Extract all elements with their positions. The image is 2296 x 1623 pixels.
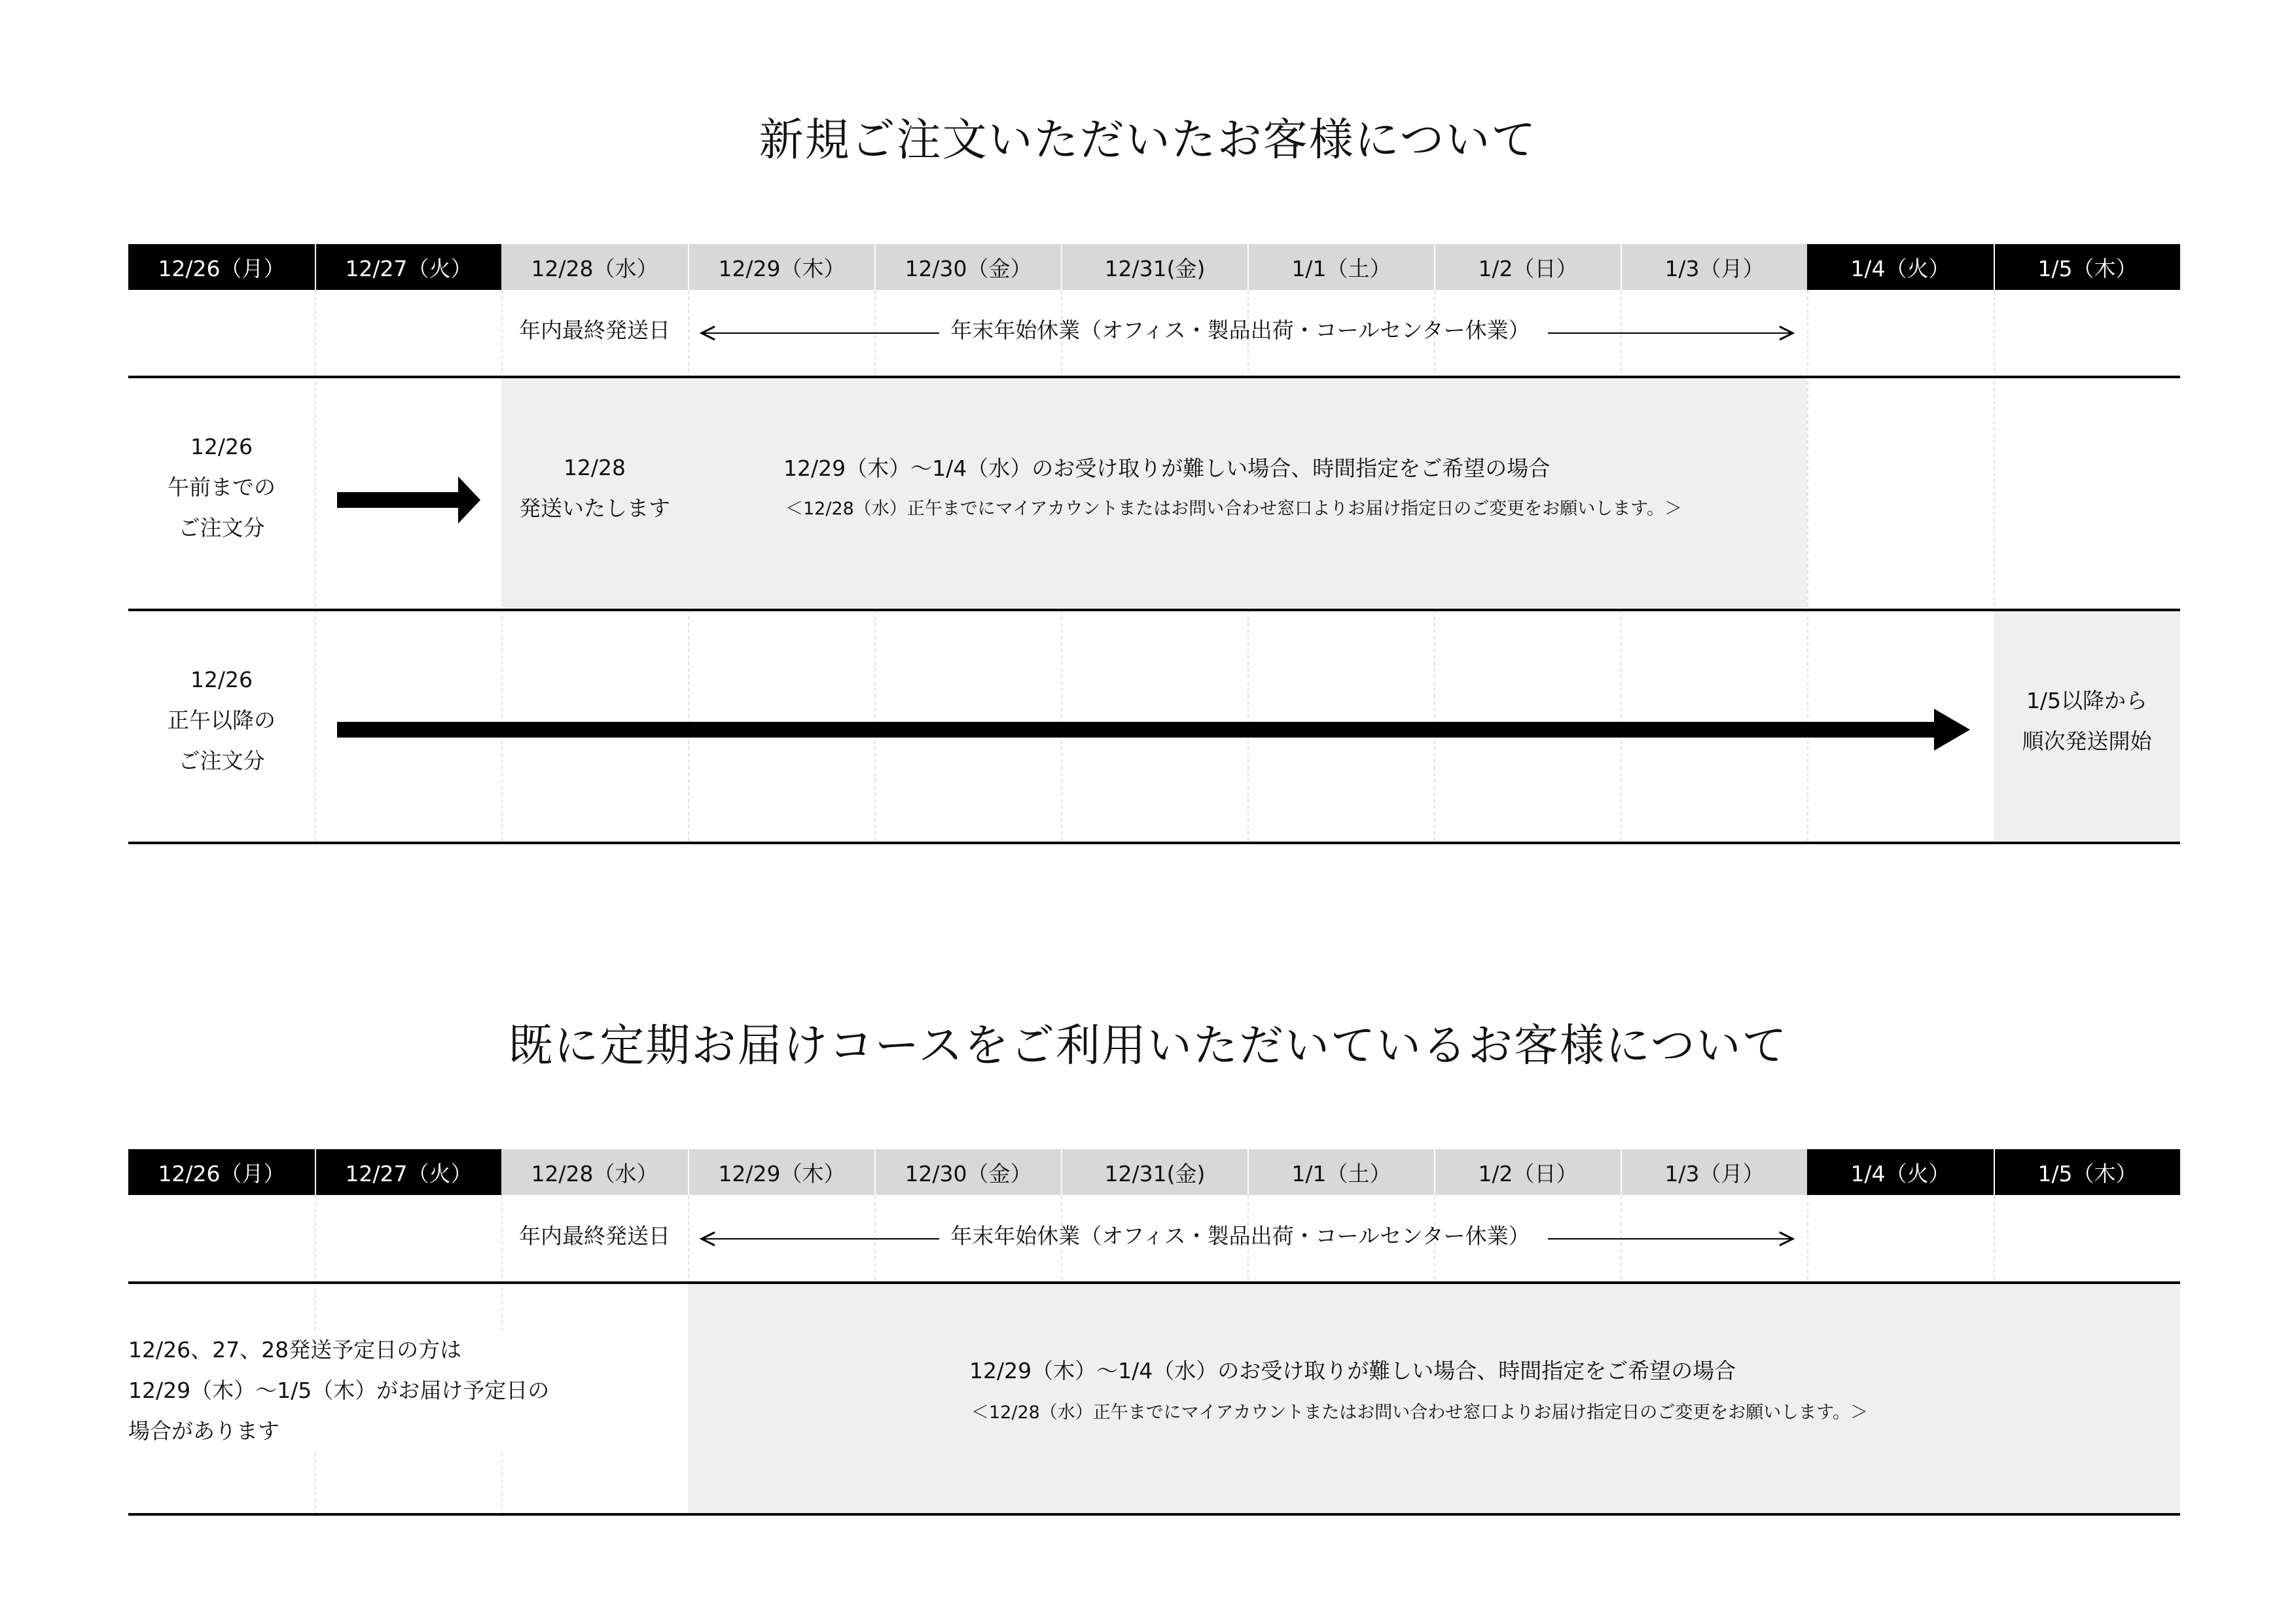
date-cell: 12/28（水） — [501, 1149, 688, 1195]
date-cell: 1/1（土） — [1247, 244, 1434, 290]
thick-arrow-head-icon — [1934, 709, 1970, 751]
date-cell: 12/27（火） — [315, 1149, 501, 1195]
date-cell: 1/1（土） — [1247, 1149, 1434, 1195]
grid-line — [874, 1195, 876, 1280]
thick-arrow-head-icon — [458, 476, 480, 524]
date-cell: 1/2（日） — [1434, 244, 1621, 290]
date-cell: 12/30（金） — [874, 1149, 1061, 1195]
row-divider — [128, 842, 2180, 844]
holiday-arrow-left-line — [704, 332, 939, 334]
thick-arrow-line — [337, 492, 468, 508]
row-label: 12/26 午前までの ご注文分 — [168, 434, 276, 541]
row-label: 12/26 正午以降の ご注文分 — [168, 667, 276, 774]
date-cell: 12/31(金) — [1061, 1149, 1247, 1195]
date-cell: 1/4（火） — [1807, 244, 1994, 290]
row-divider — [128, 376, 2180, 378]
grid-line — [1994, 1195, 1995, 1280]
thick-arrow-line — [337, 722, 1947, 738]
date-cell: 12/27（火） — [315, 244, 501, 290]
grid-line — [1807, 290, 1808, 842]
date-cell: 1/3（月） — [1621, 244, 1807, 290]
ship-text: 12/28 発送いたします — [519, 455, 670, 521]
grid-line — [1621, 1195, 1622, 1280]
date-cell: 12/26（月） — [128, 244, 315, 290]
section2-title: 既に定期お届けコースをご利用いただいているお客様について — [508, 1020, 1788, 1072]
last-ship-label: 年内最終発送日 — [519, 317, 670, 343]
holiday-label: 年末年始休業（オフィス・製品出荷・コールセンター休業） — [950, 1223, 1530, 1249]
date-cell: 1/5（木） — [1994, 244, 2180, 290]
holiday-arrow-right-line — [1548, 1238, 1790, 1240]
grid-line — [315, 290, 316, 842]
note-text: 12/29（木）〜1/4（水）のお受け取りが難しい場合、時間指定をご希望の場合 — [969, 1358, 1736, 1383]
restart-text: 1/5以降から 順次発送開始 — [2022, 688, 2152, 754]
date-cell: 12/29（木） — [688, 1149, 874, 1195]
date-cell: 1/3（月） — [1621, 1149, 1807, 1195]
date-cell: 1/5（木） — [1994, 1149, 2180, 1195]
subnote-text: ＜12/28（水）正午までにマイアカウントまたはお問い合わせ窓口よりお届け指定日のご変更をお願いします。＞ — [785, 499, 1683, 519]
arrow-left-icon — [699, 325, 716, 341]
date-cell: 12/28（水） — [501, 244, 688, 290]
row-divider — [128, 609, 2180, 611]
date-cell: 12/30（金） — [874, 244, 1061, 290]
date-header-row — [128, 1149, 2180, 1195]
note-text: 12/29（木）〜1/4（水）のお受け取りが難しい場合、時間指定をご希望の場合 — [783, 455, 1551, 481]
date-cell: 1/4（火） — [1807, 1149, 1994, 1195]
date-cell: 1/2（日） — [1434, 1149, 1621, 1195]
date-cell: 12/29（木） — [688, 244, 874, 290]
holiday-label: 年末年始休業（オフィス・製品出荷・コールセンター休業） — [950, 317, 1530, 343]
holiday-arrow-right-line — [1548, 332, 1790, 334]
holiday-arrow-left-line — [704, 1238, 939, 1240]
arrow-right-icon — [1778, 325, 1795, 341]
arrow-left-icon — [699, 1231, 716, 1247]
subnote-text: ＜12/28（水）正午までにマイアカウントまたはお問い合わせ窓口よりお届け指定日のご変更をお願いします。＞ — [971, 1402, 1869, 1423]
last-ship-label: 年内最終発送日 — [519, 1223, 670, 1249]
row-label: 12/26、27、28発送予定日の方は 12/29（木）〜1/5（木）がお届け予定日の 場合があります — [128, 1330, 549, 1452]
grid-line — [1807, 1195, 1808, 1280]
section1-title: 新規ご注文いただいたお客様について — [759, 115, 1537, 166]
date-cell: 12/31(金) — [1061, 244, 1247, 290]
date-header-row — [128, 244, 2180, 290]
arrow-right-icon — [1778, 1231, 1795, 1247]
row-divider — [128, 1281, 2180, 1284]
date-cell: 12/26（月） — [128, 1149, 315, 1195]
row-divider — [128, 1513, 2180, 1516]
